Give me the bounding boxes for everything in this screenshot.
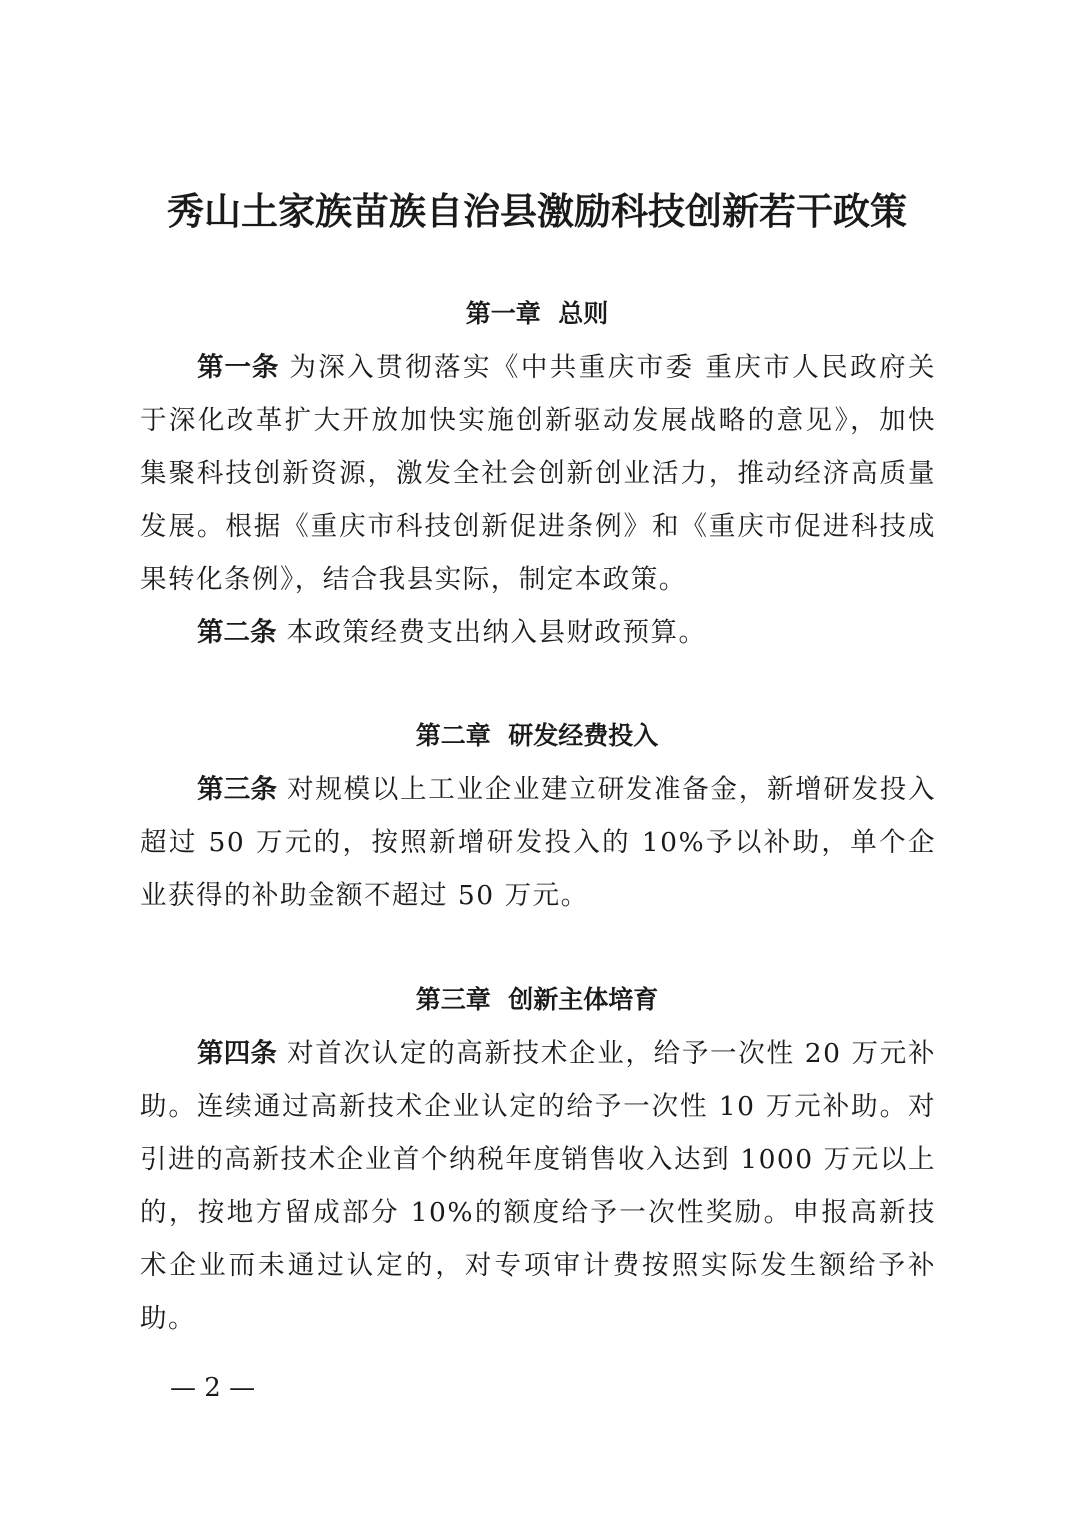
document-title: 秀山土家族苗族自治县激励科技创新若干政策 bbox=[167, 189, 907, 233]
article-label: 第三条 bbox=[197, 774, 278, 805]
article-text: 对规模以上工业企业建立研发准备金，新增研发投入超过 50 万元的，按照新增研发投入的 10%予以补助，单个企业获得的补助金额不超过 50 万元。 bbox=[140, 774, 937, 911]
article-text: 为深入贯彻落实《中共重庆市委 重庆市人民政府关于深化改革扩大开放加快实施创新驱动发展战略的意见》，加快集聚科技创新资源，激发全社会创新创业活力，推动经济高质量发展。根据《重庆市科技创新促进条例》和《重庆市促进科技成果转化条例》，结合我县实际，制定本政策。 bbox=[140, 352, 936, 595]
article-text: 对首次认定的高新技术企业，给予一次性 20 万元补助。连续通过高新技术企业认定的给予一次性 10 万元补助。对引进的高新技术企业首个纳税年度销售收入达到 1000 万元以上的，按地方留成部分 10%的额度给予一次性奖励。申报高新技术企业而未通过认定的，对专项审计费按照实际发生额给予补助。 bbox=[140, 1038, 936, 1334]
article-label: 第四条 bbox=[197, 1038, 278, 1069]
chapter-heading: 第二章 研发经费投入 bbox=[415, 721, 659, 750]
article-paragraph bbox=[140, 1027, 936, 1345]
article-paragraph bbox=[140, 763, 936, 922]
chapter-heading: 第一章 总则 bbox=[465, 299, 609, 328]
article-text: 本政策经费支出纳入县财政预算。 bbox=[286, 617, 707, 648]
article-paragraph bbox=[140, 606, 936, 659]
article-paragraph bbox=[140, 341, 936, 606]
article-label: 第二条 bbox=[197, 617, 277, 648]
page-number: — 2 — bbox=[170, 1373, 256, 1403]
chapter-heading: 第三章 创新主体培育 bbox=[415, 985, 659, 1014]
article-label: 第一条 bbox=[197, 352, 280, 383]
